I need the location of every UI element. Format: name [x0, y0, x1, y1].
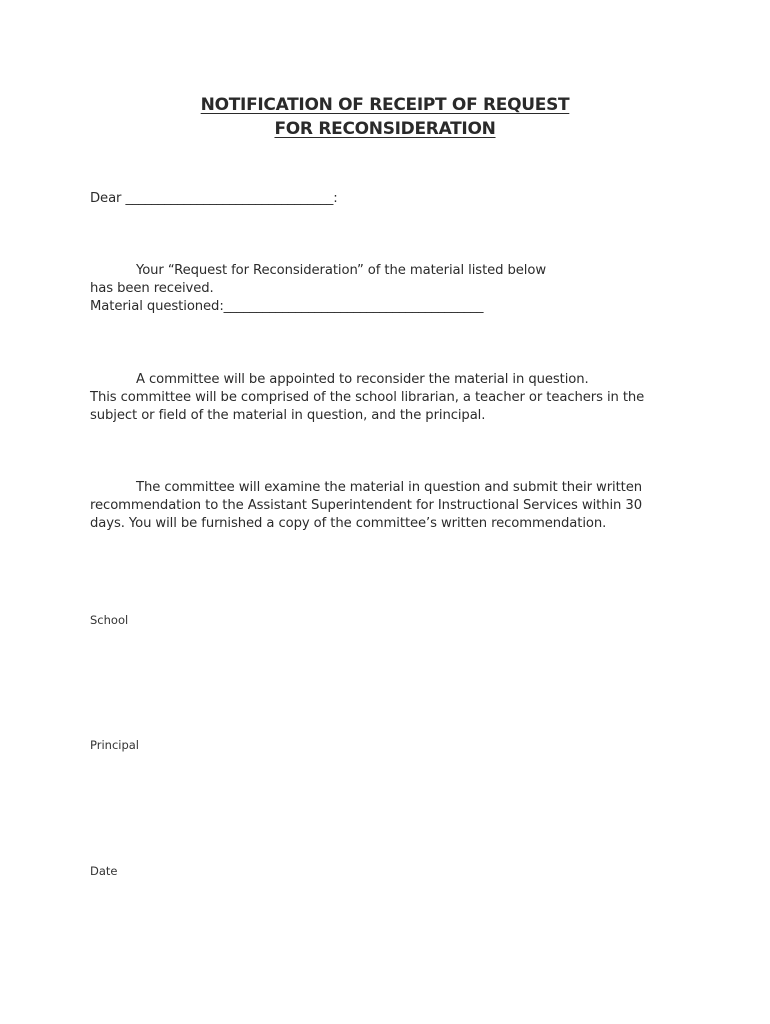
para2-line3: subject or field of the material in question, and the principal. [90, 408, 486, 423]
document-title-line-1: NOTIFICATION OF RECEIPT OF REQUEST [200, 95, 570, 115]
para2-line2: This committee will be comprised of the school librarian, a teacher or teachers in the [90, 390, 645, 405]
school-label: School [90, 613, 129, 627]
principal-label: Principal [90, 738, 140, 752]
salutation: Dear ________________________________: [90, 191, 338, 206]
para2-line1: A committee will be appointed to reconsider the material in question. [136, 372, 589, 387]
para1-line2: has been received. [90, 281, 214, 296]
material-questioned: Material questioned:________________________________________ [90, 299, 484, 314]
para1-line1: Your “Request for Reconsideration” of the material listed below [136, 263, 547, 278]
para3-line3: days. You will be furnished a copy of the committee’s written recommendation. [90, 516, 607, 531]
para3-line1: The committee will examine the material in question and submit their written [136, 480, 642, 495]
date-label: Date [90, 864, 118, 878]
document-title-line-2: FOR RECONSIDERATION [274, 119, 496, 139]
para3-line2: recommendation to the Assistant Superintendent for Instructional Services within 30 [90, 498, 642, 513]
